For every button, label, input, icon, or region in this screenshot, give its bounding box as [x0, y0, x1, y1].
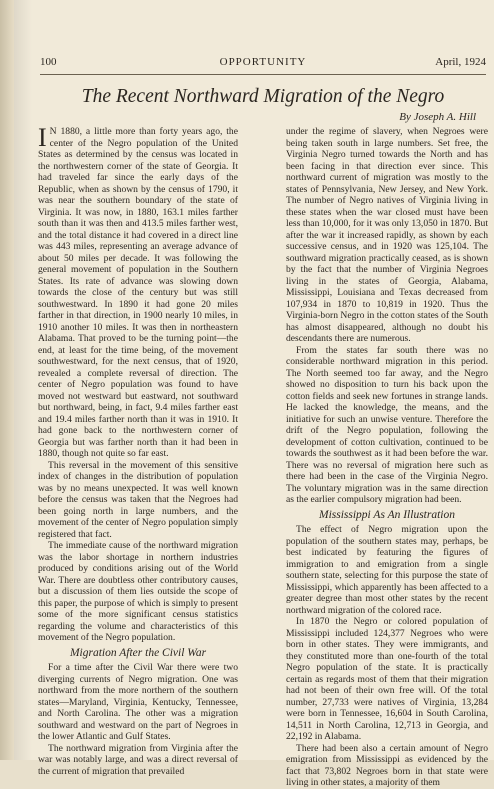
- paragraph: This reversal in the movement of this sensitive index of changes in the distribution of population was by no means unexpected. It was well known before the census was taken that the Negroes had been going north in large numbers, and the movement of the center of Negro population simply registered that fact.: [38, 459, 238, 540]
- running-header: [40, 56, 486, 72]
- paragraph: In 1870 the Negro or colored population of Mississippi included 124,377 Negroes who were born in other states. They were immigrants, and they constituted more than one-fourth of the total Negro population of the state. It is practically certain as regards most of them that their migration had not been of their own free will. Of the total number, 27,733 were natives of Virginia, 13,284 were born in Tennessee, 16,604 in South Carolina, 14,511 in North Carolina, 12,713 in Georgia, and 22,192 in Alabama.: [286, 616, 488, 742]
- issue-date: April, 1924: [435, 56, 486, 68]
- paragraph: under the regime of slavery, when Negroes were being taken south in large numbers. Set free, the Virginia Negro turned towards the North and has been facing in that direction ever since. This northward current of migration was mostly to the states of Pennsylvania, New Jersey, and New York. The number of Negro natives of Virginia living in these states when the war closed must have been less than 10,000, for it was only 13,050 in 1870. But after the war it increased rapidly, as shown by each successive census, and in 1920 was 125,104. The southward migration practically ceased, as is shown by the fact that the number of Virginia Negroes living in the states of Georgia, Alabama, Mississippi, Louisiana and Texas decreased from 107,934 in 1870 to 10,819 in 1920. Thus the Virginia-born Negro in the cotton states of the South has almost disappeared, although no doubt his descendants there are numerous.: [286, 126, 488, 344]
- section-heading: Mississippi As An Illustration: [318, 508, 455, 521]
- paragraph: [38, 123, 238, 460]
- page-fold-shadow: [14, 0, 32, 760]
- paragraph: The northward migration from Virginia after the war was notably large, and was a direct reversal of the current of migration that prevailed: [38, 742, 238, 777]
- paragraph: From the states far south there was no considerable northward migration in this period. The North seemed too far away, and the Negro showed no disposition to turn his back upon the cotton fields and seek new fortunes in strange lands. He lacked the knowledge, the means, and the initiative for such an unwise venture. Therefore the drift of the Negro population, following the development of cotton cultivation, continued to be towards the southwest as it had been before the war. There was no reversal of migration here such as there had been in the case of the Virginia Negro. The voluntary migration was in the same direction as the earlier compulsory migration had been.: [286, 344, 488, 505]
- page-number: 100: [40, 56, 57, 68]
- paragraph: The effect of Negro migration upon the population of the southern states may, perhaps, be best indicated by featuring the figures of immigration to and emigration from a single southern state, selecting for this purpose the state of Mississippi, which apparently has been affected to a greater degree than most other states by the recent northward migration of the colored race.: [286, 524, 488, 616]
- paragraph: The immediate cause of the northward migration was the labor shortage in northern industries produced by conditions arising out of the World War. There are doubtless other contributory causes, but a discussion of them lies outside the scope of this paper, the purpose of which is simply to present some of the more significant census statistics regarding the volume and characteristics of this movement of the Negro population.: [38, 540, 238, 643]
- paragraph: There had been also a certain amount of Negro emigration from Mississippi as evidenced by the fact that 73,802 Negroes born in that state were living in other states, a majority of them: [286, 742, 488, 788]
- left-column: [38, 123, 238, 777]
- paragraph-text: N 1880, a little more than forty years ago, the center of the Negro population of the United States as determined by the census was located in the northwestern corner of the state of Georgia. It had traveled far since the early days of the Republic, when as shown by the census of 1790, it was near the southern boundary of the state of Virginia. It was now, in 1880, 163.1 miles farther south than it was then and 413.5 miles farther west, and the total distance it had covered in a direct line was 443 miles, representing an average advance of about 50 miles per decade. It was following the general movement of population in the Southern States. Its rate of advance was slowing down towards the close of the century but was still southwestward. In 1890 it had gone 20 miles farther in that direction, in 1900 nearly 10 miles, in 1910 another 10 miles. It was then in northeastern Alabama. That proved to be the turning point—the end, at least for the time being, of the movement southwestward, for the next census, that of 1920, revealed a complete reversal of direction. The center of Negro population was found to have moved not westward but eastward, not southward but northward, being, in fact, 9.4 miles farther east and 19.4 miles farther north than it was in 1910. It had gone back to the northwestern corner of Georgia but was farther north than it had been in 1880, though not quite so far east.: [38, 126, 238, 459]
- drop-cap: I: [38, 123, 47, 152]
- section-heading: Migration After the Civil War: [69, 646, 207, 659]
- article-title: The Recent Northward Migration of the Negro: [81, 86, 445, 107]
- right-column: [286, 126, 488, 789]
- byline: By Joseph A. Hill: [399, 111, 476, 123]
- journal-name: OPPORTUNITY: [219, 56, 307, 68]
- book-spine: [0, 0, 14, 760]
- paragraph: For a time after the Civil War there were two diverging currents of Negro migration. One was northward from the more northern of the southern states—Maryland, Virginia, Kentucky, Tennessee, and North Carolina. The other was a migration southward and westward on the part of Negroes in the lower Atlantic and Gulf States.: [38, 662, 238, 742]
- header-rule: [40, 74, 486, 75]
